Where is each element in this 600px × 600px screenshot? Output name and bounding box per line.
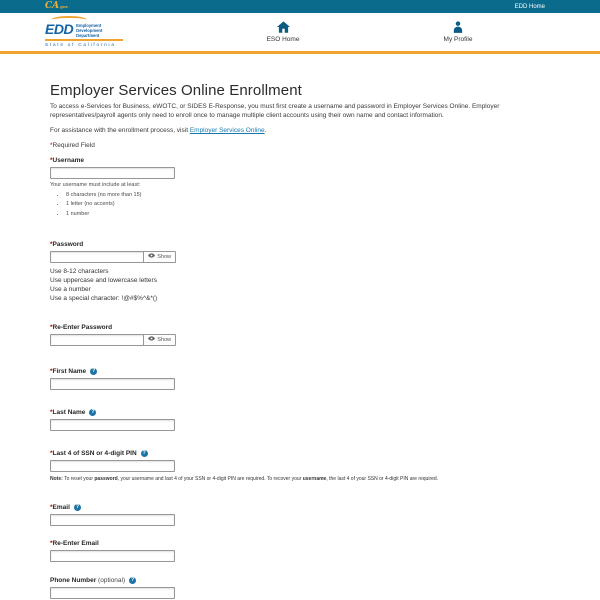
last-name-group: [50, 409, 560, 431]
phone-group: [50, 577, 560, 599]
required-asterisk: *: [50, 142, 53, 149]
home-icon: [248, 21, 318, 33]
required-field-text: Required Field: [52, 142, 95, 149]
required-asterisk: *: [50, 449, 53, 457]
password-group: [50, 241, 560, 303]
ca-gov-logo-gov: gov: [60, 4, 68, 9]
phone-optional-text: (optional): [98, 577, 126, 584]
first-name-help-icon[interactable]: ?: [91, 367, 96, 374]
nav-my-profile[interactable]: [423, 21, 493, 43]
username-hint: Your username must include at least:: [50, 182, 141, 188]
required-asterisk: *: [50, 157, 53, 164]
required-asterisk: *: [50, 367, 53, 375]
reenter-password-group: [50, 324, 560, 346]
email-label: *Email ?: [50, 504, 80, 511]
edd-logo-text: EDD: [45, 21, 74, 37]
person-icon: [423, 21, 493, 33]
first-name-input[interactable]: [50, 378, 175, 390]
intro-paragraph: To access e-Services for Business, eWOTC, or SIDES E-Response, you must first create a username and password in Employer Services Online. Employer representatives/payroll agents only need to enroll once to manage multiple client accounts using their own name and contact information.: [50, 103, 500, 119]
edd-logo-department-lines: [76, 22, 102, 38]
edd-logo-line3: Department: [76, 33, 100, 38]
username-rule-item: • 1 number: [66, 211, 560, 217]
password-label: *Password: [50, 240, 84, 248]
ssn-help-icon[interactable]: ?: [142, 449, 146, 456]
required-asterisk: *: [50, 408, 53, 416]
first-name-label: *First Name ?: [50, 367, 96, 375]
username-rules-list: [66, 192, 560, 217]
password-rules: [50, 267, 560, 303]
ssn-input[interactable]: [50, 460, 175, 472]
ca-gov-logo[interactable]: [45, 0, 68, 13]
required-asterisk: *: [50, 540, 53, 547]
username-label: *Username: [50, 157, 84, 164]
last-name-label: *Last Name ?: [50, 408, 95, 416]
eye-icon: [148, 336, 155, 343]
password-rule-item: Use uppercase and lowercase letters: [50, 276, 157, 284]
required-asterisk: *: [50, 504, 53, 511]
ssn-note: Note: To reset your password, your username and last 4 of your SSN or 4-digit PIN are required. To recover your username, the last 4 of your SSN or 4-digit PIN are required.: [50, 475, 439, 482]
nav-eso-home[interactable]: [248, 21, 318, 43]
utility-bar: [0, 0, 600, 13]
ca-gov-logo-ca: CA: [45, 1, 60, 11]
required-field-note: [50, 142, 560, 149]
reenter-email-label: *Re-Enter Email: [50, 540, 99, 547]
password-rule-item: Use a special character: !@#$%^&*(): [50, 294, 158, 302]
site-header: [0, 13, 600, 54]
reenter-email-group: [50, 540, 560, 562]
email-help-icon[interactable]: ?: [75, 504, 80, 510]
main-content: [0, 83, 600, 599]
page-title: Employer Services Online Enrollment: [50, 82, 302, 99]
reenter-password-show-button[interactable]: Show: [143, 334, 176, 346]
phone-label: Phone Number (optional) ?: [50, 577, 135, 584]
edd-logo-tagline: State of California: [45, 42, 116, 47]
nav-my-profile-label: My Profile: [443, 36, 473, 43]
password-rule-item: Use a number: [50, 285, 91, 293]
first-name-group: [50, 368, 560, 390]
reenter-password-label: *Re-Enter Password: [50, 323, 113, 331]
username-group: [50, 157, 560, 217]
assistance-paragraph: [50, 127, 560, 134]
nav-eso-home-label: ESO Home: [266, 36, 300, 43]
employer-services-online-link[interactable]: Employer Services Online: [189, 127, 265, 134]
email-group: [50, 504, 560, 526]
last-name-input[interactable]: [50, 419, 175, 431]
edd-logo-line1: Employment: [76, 23, 102, 28]
email-input[interactable]: [50, 514, 175, 526]
edd-logo-line2: Development: [76, 28, 103, 33]
username-rule-item: • 8 characters (no more than 15): [66, 192, 560, 198]
required-asterisk: *: [50, 240, 53, 248]
password-show-button[interactable]: Show: [143, 251, 176, 263]
assistance-suffix: .: [264, 127, 267, 134]
last-name-help-icon[interactable]: ?: [91, 408, 95, 415]
eye-icon: [148, 253, 155, 260]
phone-help-icon[interactable]: ?: [130, 577, 135, 583]
ssn-label: *Last 4 of SSN or 4-digit PIN ?: [50, 449, 146, 457]
required-asterisk: *: [50, 323, 53, 331]
reenter-email-input[interactable]: [50, 550, 175, 562]
ssn-group: [50, 450, 560, 483]
phone-input[interactable]: [50, 587, 175, 599]
username-input[interactable]: [50, 167, 175, 179]
assistance-text: For assistance with the enrollment process, visit: [50, 127, 190, 134]
edd-logo[interactable]: [45, 16, 123, 47]
edd-home-link[interactable]: EDD Home: [514, 3, 545, 10]
edd-logo-rule: [45, 39, 123, 41]
password-rule-item: Use 8-12 characters: [50, 267, 109, 275]
username-rule-item: • 1 letter (no accents): [66, 201, 560, 207]
